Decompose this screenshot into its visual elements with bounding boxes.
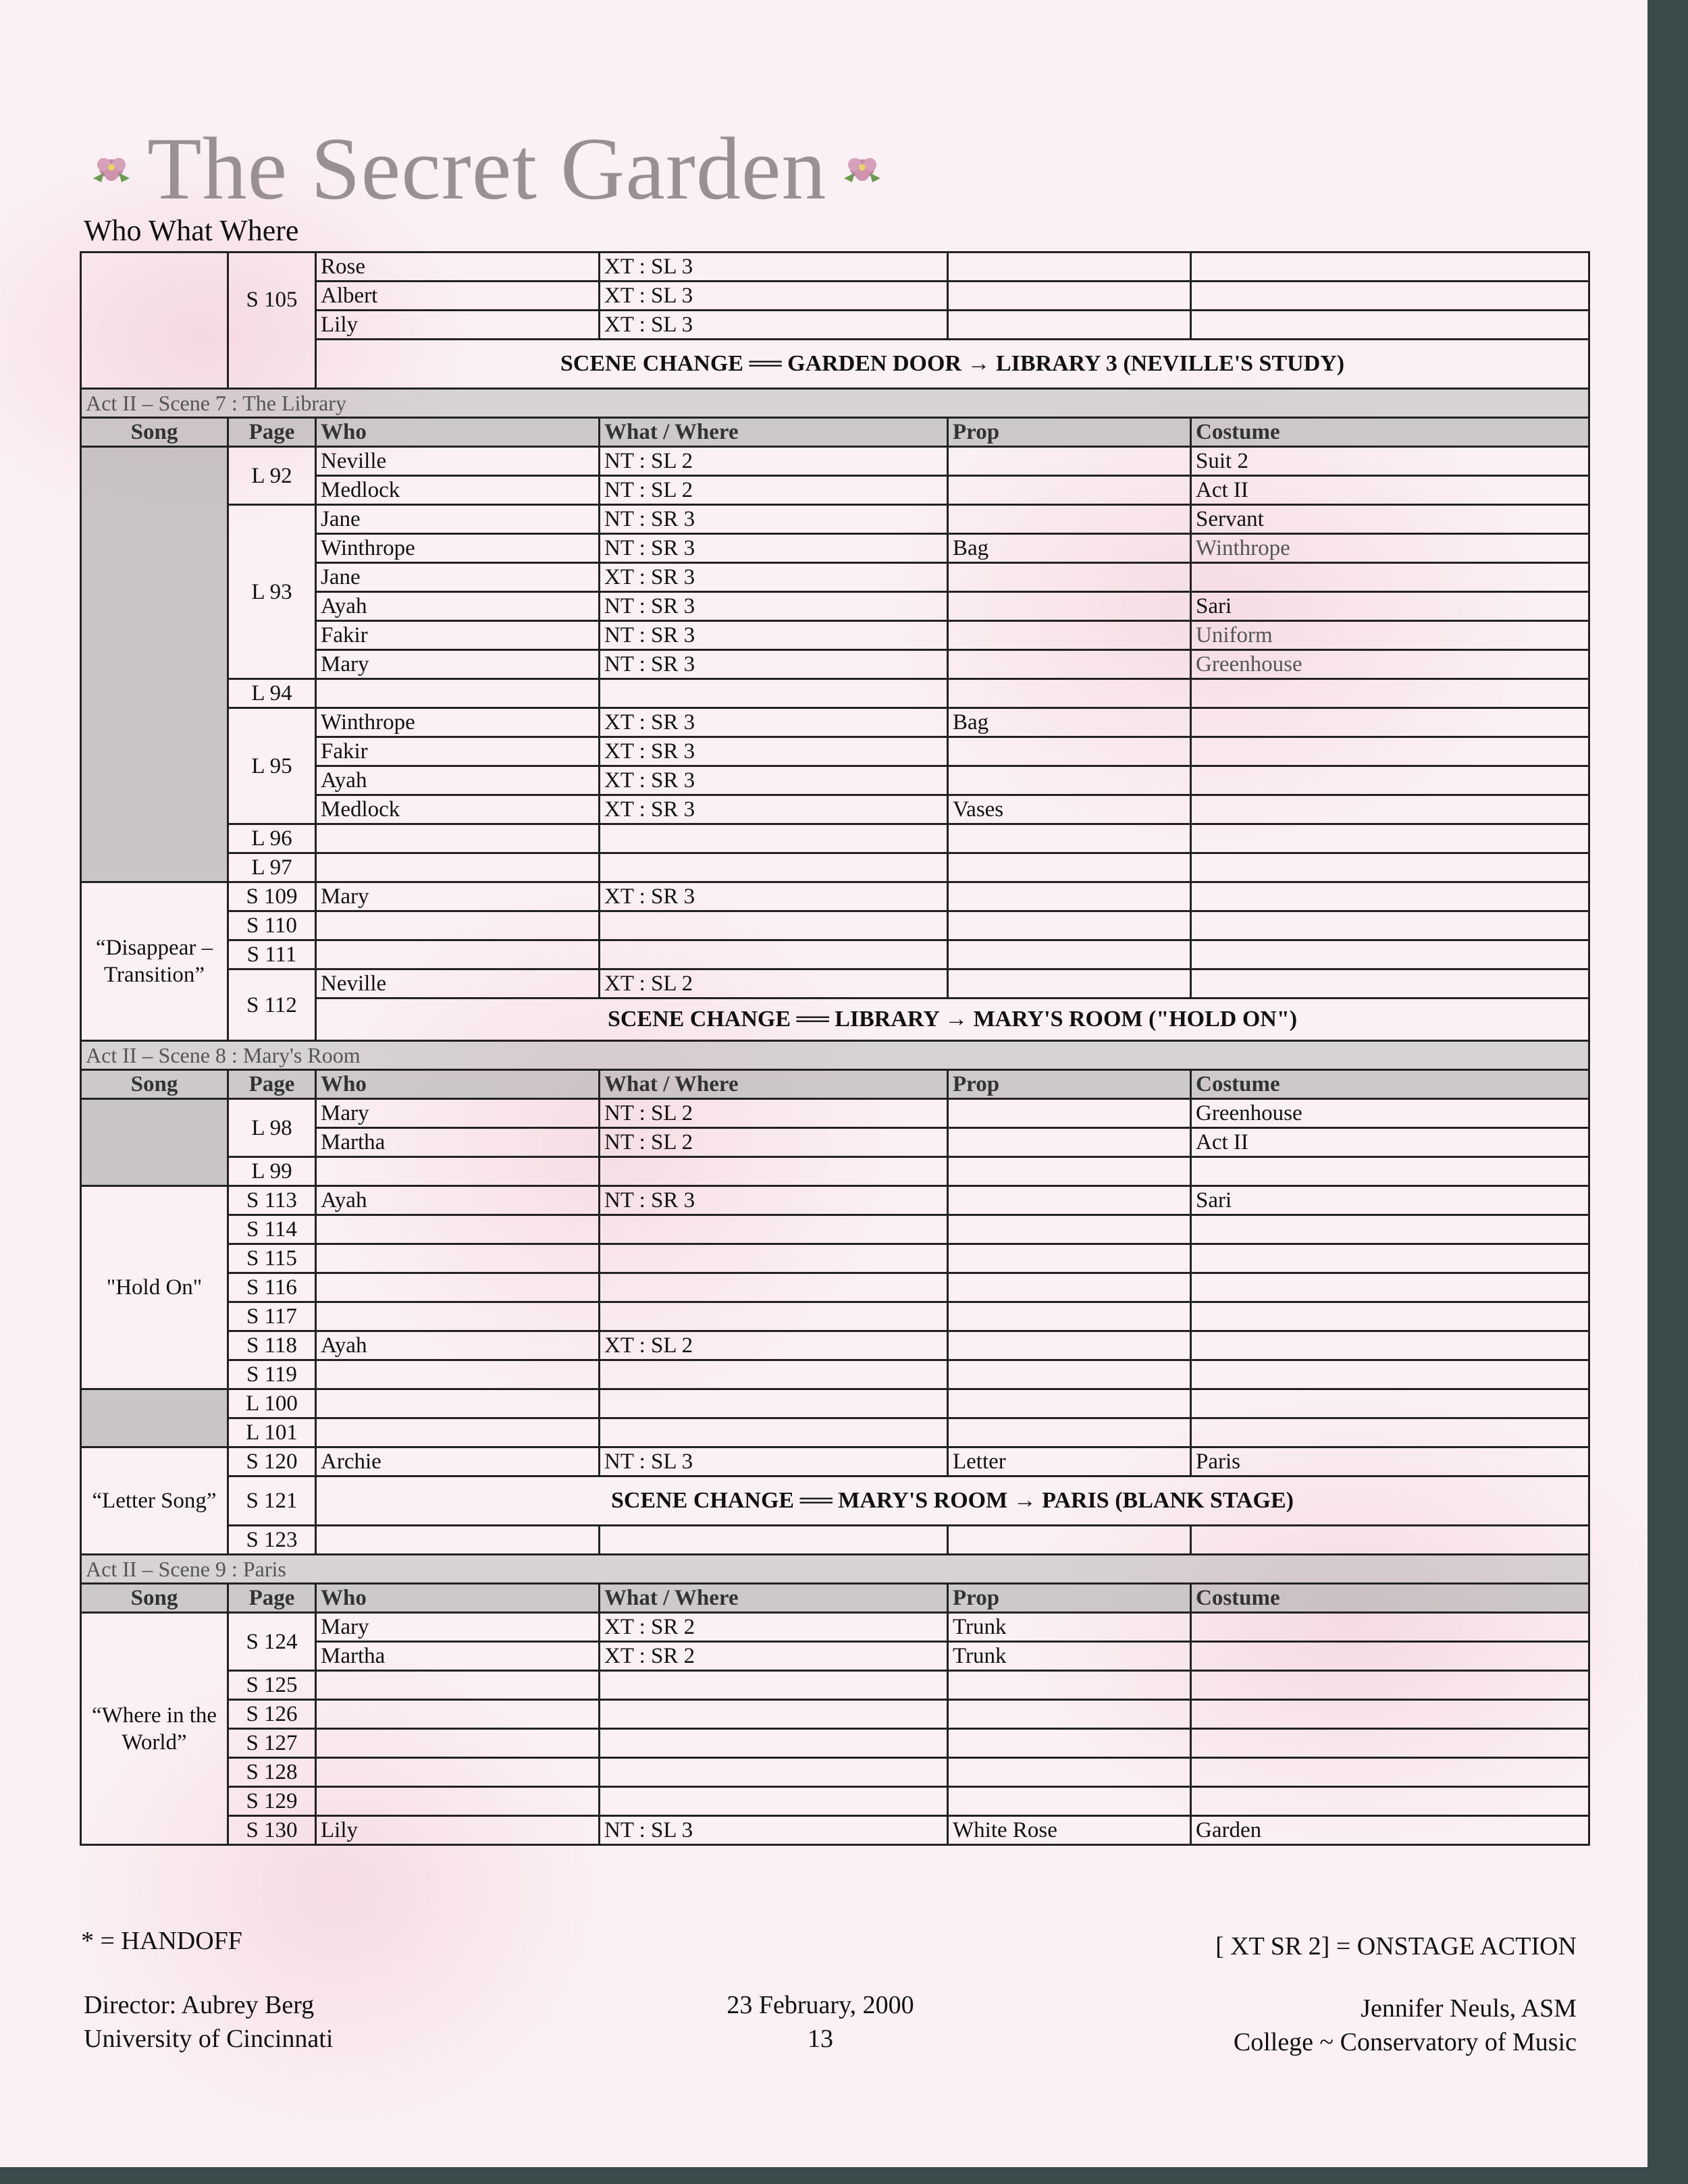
table-row [81, 1447, 1589, 1476]
prop-cell [948, 1671, 1191, 1700]
page-cell: S 129 [228, 1787, 316, 1816]
song-cell [81, 1099, 228, 1186]
costume-cell [1191, 1642, 1589, 1671]
what-cell: NT : SL 2 [600, 476, 948, 505]
costume-cell [1191, 1215, 1589, 1244]
who-cell: Mary [316, 882, 600, 911]
costume-cell [1191, 1787, 1589, 1816]
who-cell [316, 911, 600, 940]
costume-cell [1191, 737, 1589, 766]
costume-cell [1191, 824, 1589, 853]
page-cell: S 114 [228, 1215, 316, 1244]
prop-cell [948, 1128, 1191, 1157]
who-cell [316, 1244, 600, 1273]
what-cell: XT : SL 3 [600, 311, 948, 340]
who-cell: Fakir [316, 621, 600, 650]
song-cell: “Disappear – Transition” [81, 882, 228, 1041]
who-cell: Lily [316, 1816, 600, 1845]
prop-cell [948, 1273, 1191, 1302]
page-cell: S 128 [228, 1758, 316, 1787]
prop-cell [948, 447, 1191, 476]
who-cell: Winthrope [316, 708, 600, 737]
university: University of Cincinnati [84, 2025, 334, 2053]
page-cell: S 127 [228, 1729, 316, 1758]
who-cell: Jane [316, 563, 600, 592]
col-who: Who [316, 418, 600, 447]
scene-change-row [81, 1476, 1589, 1526]
costume-cell: Sari [1191, 592, 1589, 621]
what-cell [600, 1157, 948, 1186]
page-cell: S 124 [228, 1613, 316, 1671]
table-row [81, 708, 1589, 737]
table-row [81, 505, 1589, 534]
prop-cell [948, 882, 1191, 911]
costume-cell [1191, 1700, 1589, 1729]
prop-cell: Trunk [948, 1613, 1191, 1642]
scene-title: Act II – Scene 9 : Paris [81, 1555, 1589, 1584]
what-cell: NT : SR 3 [600, 650, 948, 679]
director: Director: Aubrey Berg [84, 1991, 315, 2019]
who-cell: Neville [316, 447, 600, 476]
song-cell [81, 252, 228, 389]
song-cell: “Letter Song” [81, 1447, 228, 1555]
prop-cell [948, 1758, 1191, 1787]
who-cell: Ayah [316, 766, 600, 795]
what-cell: XT : SR 3 [600, 766, 948, 795]
who-cell [316, 1215, 600, 1244]
table-row [81, 1273, 1589, 1302]
page-cell: S 123 [228, 1526, 316, 1555]
table-row [81, 1389, 1589, 1418]
table-row [81, 1700, 1589, 1729]
table-row [81, 252, 1589, 282]
what-cell [600, 1215, 948, 1244]
col-costume: Costume [1191, 418, 1589, 447]
asm: Jennifer Neuls, ASM [1361, 1994, 1577, 2023]
costume-cell [1191, 1244, 1589, 1273]
who-cell [316, 679, 600, 708]
prop-cell: Vases [948, 795, 1191, 824]
page-cell: L 92 [228, 447, 316, 505]
what-cell [600, 1758, 948, 1787]
col-who: Who [316, 1584, 600, 1613]
onstage-legend: [ XT SR 2] = ONSTAGE ACTION [1215, 1932, 1577, 1961]
prop-cell [948, 1099, 1191, 1128]
who-cell: Medlock [316, 795, 600, 824]
prop-cell [948, 476, 1191, 505]
song-cell: "Hold On" [81, 1186, 228, 1389]
who-cell [316, 1418, 600, 1447]
prop-cell [948, 1331, 1191, 1360]
page-cell: L 95 [228, 708, 316, 824]
col-song: Song [81, 1070, 228, 1099]
who-cell: Mary [316, 650, 600, 679]
what-cell: XT : SL 3 [600, 282, 948, 311]
costume-cell: Garden [1191, 1816, 1589, 1845]
what-cell: NT : SR 3 [600, 621, 948, 650]
costume-cell: Sari [1191, 1186, 1589, 1215]
table-row [81, 1244, 1589, 1273]
costume-cell [1191, 795, 1589, 824]
column-header-row [81, 1584, 1589, 1613]
song-cell: “Where in the World” [81, 1613, 228, 1845]
costume-cell: Greenhouse [1191, 650, 1589, 679]
costume-cell [1191, 766, 1589, 795]
page-cell: S 117 [228, 1302, 316, 1331]
who-cell: Archie [316, 1447, 600, 1476]
who-cell [316, 824, 600, 853]
prop-cell [948, 1215, 1191, 1244]
song-cell [81, 1389, 228, 1447]
prop-cell [948, 1526, 1191, 1555]
prop-cell [948, 592, 1191, 621]
what-cell [600, 1418, 948, 1447]
what-cell: XT : SR 2 [600, 1642, 948, 1671]
what-cell: XT : SL 3 [600, 252, 948, 282]
table-row [81, 1331, 1589, 1360]
table-row [81, 1729, 1589, 1758]
table-row [81, 1787, 1589, 1816]
table-row [81, 1302, 1589, 1331]
prop-cell [948, 824, 1191, 853]
footer-left [84, 1988, 333, 2056]
col-prop: Prop [948, 1584, 1191, 1613]
scene-header [81, 1555, 1589, 1584]
costume-cell [1191, 1613, 1589, 1642]
what-cell [600, 1787, 948, 1816]
prop-cell [948, 969, 1191, 998]
who-cell [316, 1671, 600, 1700]
who-cell [316, 1302, 600, 1331]
prop-cell: Letter [948, 1447, 1191, 1476]
prop-cell [948, 1157, 1191, 1186]
table-row [81, 969, 1589, 998]
who-cell: Winthrope [316, 534, 600, 563]
page-cell: S 130 [228, 1816, 316, 1845]
what-cell [600, 1729, 948, 1758]
what-cell [600, 679, 948, 708]
table-row [81, 1157, 1589, 1186]
page-cell: S 116 [228, 1273, 316, 1302]
prop-cell [948, 1700, 1191, 1729]
date: 23 February, 2000 [727, 1991, 914, 2019]
col-page: Page [228, 1070, 316, 1099]
prop-cell [948, 252, 1191, 282]
prop-cell [948, 1244, 1191, 1273]
col-prop: Prop [948, 418, 1191, 447]
college: College ~ Conservatory of Music [1233, 2028, 1577, 2056]
what-cell: NT : SL 3 [600, 1816, 948, 1845]
costume-cell: Servant [1191, 505, 1589, 534]
prop-cell: Bag [948, 534, 1191, 563]
prop-cell [948, 621, 1191, 650]
scene-title: Act II – Scene 8 : Mary's Room [81, 1041, 1589, 1070]
what-cell: XT : SL 2 [600, 969, 948, 998]
prop-cell [948, 1418, 1191, 1447]
col-what: What / Where [600, 1070, 948, 1099]
col-page: Page [228, 418, 316, 447]
who-cell: Ayah [316, 1331, 600, 1360]
page-cell: L 96 [228, 824, 316, 853]
scan-edge-right [1647, 0, 1688, 2184]
who-cell: Ayah [316, 1186, 600, 1215]
what-cell: NT : SR 3 [600, 1186, 948, 1215]
scene-change-text: SCENE CHANGE ══ MARY'S ROOM → PARIS (BLANK STAGE) [316, 1476, 1589, 1526]
page-cell: S 126 [228, 1700, 316, 1729]
col-who: Who [316, 1070, 600, 1099]
what-cell: XT : SR 3 [600, 563, 948, 592]
costume-cell [1191, 1671, 1589, 1700]
what-cell [600, 1700, 948, 1729]
what-cell: NT : SL 2 [600, 1099, 948, 1128]
scene-change-text: SCENE CHANGE ══ LIBRARY → MARY'S ROOM ("HOLD ON") [316, 998, 1589, 1041]
what-cell: XT : SR 2 [600, 1613, 948, 1642]
costume-cell: Paris [1191, 1447, 1589, 1476]
page-cell: S 113 [228, 1186, 316, 1215]
table-row [81, 1186, 1589, 1215]
what-cell: NT : SR 3 [600, 592, 948, 621]
costume-cell: Uniform [1191, 621, 1589, 650]
table-row [81, 911, 1589, 940]
what-cell: NT : SR 3 [600, 505, 948, 534]
footer-center [712, 1988, 928, 2056]
what-cell: XT : SR 3 [600, 737, 948, 766]
prop-cell [948, 1389, 1191, 1418]
page-cell: S 112 [228, 969, 316, 1041]
who-cell [316, 1157, 600, 1186]
what-cell [600, 911, 948, 940]
col-page: Page [228, 1584, 316, 1613]
page-title [88, 118, 886, 219]
scene-change-text: SCENE CHANGE ══ GARDEN DOOR → LIBRARY 3 (NEVILLE'S STUDY) [316, 340, 1589, 389]
prop-cell [948, 911, 1191, 940]
table-row [81, 853, 1589, 882]
what-cell [600, 1244, 948, 1273]
prop-cell [948, 505, 1191, 534]
costume-cell [1191, 1302, 1589, 1331]
who-cell: Albert [316, 282, 600, 311]
col-costume: Costume [1191, 1070, 1589, 1099]
who-cell: Medlock [316, 476, 600, 505]
prop-cell: White Rose [948, 1816, 1191, 1845]
what-cell: XT : SR 3 [600, 708, 948, 737]
page-cell: S 111 [228, 940, 316, 969]
table-row [81, 1526, 1589, 1555]
page-cell: L 94 [228, 679, 316, 708]
costume-cell [1191, 853, 1589, 882]
prop-cell [948, 853, 1191, 882]
prop-cell [948, 311, 1191, 340]
page-cell: S 119 [228, 1360, 316, 1389]
page-cell: S 120 [228, 1447, 316, 1476]
who-cell [316, 940, 600, 969]
table-row [81, 1816, 1589, 1845]
costume-cell [1191, 911, 1589, 940]
page-cell: L 99 [228, 1157, 316, 1186]
page-cell: S 121 [228, 1476, 316, 1526]
scene-header [81, 389, 1589, 418]
who-cell [316, 1758, 600, 1787]
table-row [81, 882, 1589, 911]
costume-cell: Act II [1191, 476, 1589, 505]
prop-cell [948, 940, 1191, 969]
prop-cell [948, 282, 1191, 311]
what-cell [600, 1389, 948, 1418]
table-row [81, 1360, 1589, 1389]
page-cell: S 125 [228, 1671, 316, 1700]
costume-cell [1191, 708, 1589, 737]
costume-cell [1191, 252, 1589, 282]
scene-header [81, 1041, 1589, 1070]
prop-cell: Trunk [948, 1642, 1191, 1671]
costume-cell [1191, 1273, 1589, 1302]
who-cell: Rose [316, 252, 600, 282]
costume-cell [1191, 882, 1589, 911]
costume-cell [1191, 1729, 1589, 1758]
costume-cell: Winthrope [1191, 534, 1589, 563]
who-cell [316, 1273, 600, 1302]
costume-cell [1191, 282, 1589, 311]
table-row [81, 447, 1589, 476]
subtitle: Who What Where [84, 214, 299, 247]
page-cell: L 93 [228, 505, 316, 679]
prop-cell [948, 1302, 1191, 1331]
who-cell [316, 1729, 600, 1758]
who-cell: Martha [316, 1128, 600, 1157]
table-row [81, 1758, 1589, 1787]
what-cell [600, 940, 948, 969]
what-cell: NT : SL 3 [600, 1447, 948, 1476]
who-cell [316, 1700, 600, 1729]
page-cell: L 101 [228, 1418, 316, 1447]
who-cell: Lily [316, 311, 600, 340]
page-cell: S 109 [228, 882, 316, 911]
prop-cell [948, 1360, 1191, 1389]
what-cell [600, 1273, 948, 1302]
col-what: What / Where [600, 1584, 948, 1613]
who-cell: Martha [316, 1642, 600, 1671]
what-cell: XT : SR 3 [600, 795, 948, 824]
costume-cell [1191, 563, 1589, 592]
who-cell: Mary [316, 1099, 600, 1128]
costume-cell [1191, 1331, 1589, 1360]
what-cell: NT : SL 2 [600, 447, 948, 476]
table-row [81, 1215, 1589, 1244]
what-cell: XT : SR 3 [600, 882, 948, 911]
col-song: Song [81, 418, 228, 447]
costume-cell [1191, 1758, 1589, 1787]
prop-cell [948, 650, 1191, 679]
who-cell [316, 1787, 600, 1816]
what-cell: NT : SR 3 [600, 534, 948, 563]
page-cell: L 100 [228, 1389, 316, 1418]
table-row [81, 940, 1589, 969]
prop-cell [948, 1729, 1191, 1758]
page-cell: S 110 [228, 911, 316, 940]
who-cell [316, 1360, 600, 1389]
what-cell [600, 1526, 948, 1555]
handoff-legend: * = HANDOFF [81, 1927, 242, 1955]
page-cell: S 105 [228, 252, 316, 389]
who-cell: Ayah [316, 592, 600, 621]
what-cell: NT : SL 2 [600, 1128, 948, 1157]
costume-cell: Suit 2 [1191, 447, 1589, 476]
table-row [81, 1613, 1589, 1642]
what-cell [600, 824, 948, 853]
prop-cell [948, 1787, 1191, 1816]
prop-cell [948, 563, 1191, 592]
song-cell [81, 447, 228, 882]
flower-icon [839, 149, 886, 189]
costume-cell [1191, 969, 1589, 998]
who-cell [316, 853, 600, 882]
col-what: What / Where [600, 418, 948, 447]
costume-cell [1191, 1418, 1589, 1447]
costume-cell [1191, 1157, 1589, 1186]
col-song: Song [81, 1584, 228, 1613]
costume-cell [1191, 1389, 1589, 1418]
page-cell: L 97 [228, 853, 316, 882]
flower-icon [88, 149, 135, 189]
who-what-where-table [80, 251, 1590, 1846]
scene-title: Act II – Scene 7 : The Library [81, 389, 1589, 418]
costume-cell: Act II [1191, 1128, 1589, 1157]
table-row [81, 1099, 1589, 1128]
col-prop: Prop [948, 1070, 1191, 1099]
who-cell: Mary [316, 1613, 600, 1642]
prop-cell [948, 679, 1191, 708]
who-cell: Fakir [316, 737, 600, 766]
prop-cell [948, 1186, 1191, 1215]
what-cell [600, 1360, 948, 1389]
costume-cell [1191, 679, 1589, 708]
what-cell: XT : SL 2 [600, 1331, 948, 1360]
column-header-row [81, 1070, 1589, 1099]
col-costume: Costume [1191, 1584, 1589, 1613]
table-row [81, 1671, 1589, 1700]
who-cell [316, 1389, 600, 1418]
footer-right [1234, 1992, 1577, 2059]
who-cell [316, 1526, 600, 1555]
costume-cell [1191, 311, 1589, 340]
page-number: 13 [808, 2025, 833, 2053]
page-cell: S 115 [228, 1244, 316, 1273]
table-row [81, 824, 1589, 853]
costume-cell [1191, 1526, 1589, 1555]
table-row [81, 1418, 1589, 1447]
who-cell: Neville [316, 969, 600, 998]
what-cell [600, 853, 948, 882]
prop-cell [948, 737, 1191, 766]
scan-edge-bottom [0, 2167, 1688, 2184]
who-cell: Jane [316, 505, 600, 534]
page-cell: S 118 [228, 1331, 316, 1360]
what-cell [600, 1671, 948, 1700]
title-text: The Secret Garden [147, 119, 827, 218]
costume-cell [1191, 1360, 1589, 1389]
costume-cell [1191, 940, 1589, 969]
column-header-row [81, 418, 1589, 447]
prop-cell: Bag [948, 708, 1191, 737]
prop-cell [948, 766, 1191, 795]
page-cell: L 98 [228, 1099, 316, 1157]
table-row [81, 679, 1589, 708]
costume-cell: Greenhouse [1191, 1099, 1589, 1128]
what-cell [600, 1302, 948, 1331]
